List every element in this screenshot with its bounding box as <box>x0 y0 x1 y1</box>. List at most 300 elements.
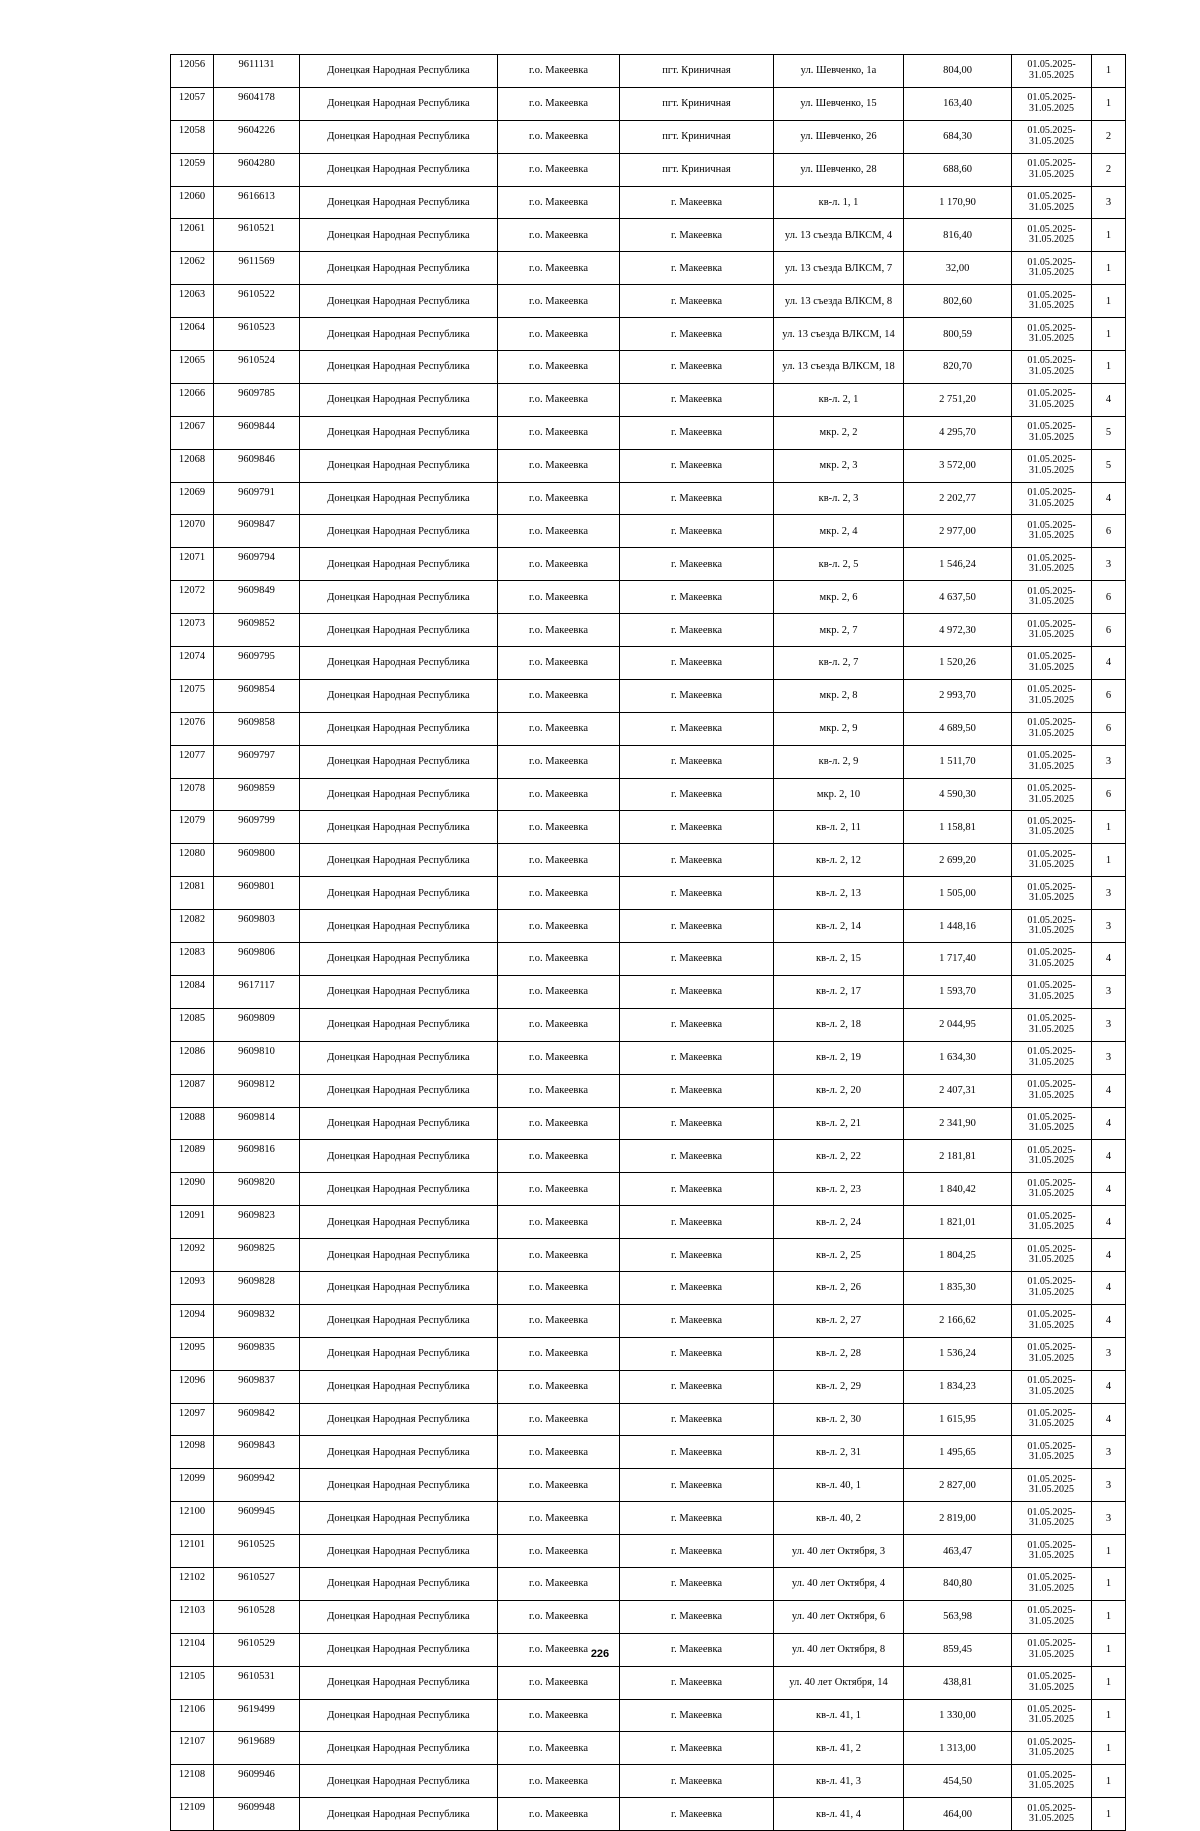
period-cell: 01.05.2025-31.05.2025 <box>1012 120 1092 153</box>
region-cell: Донецкая Народная Республика <box>300 482 498 515</box>
object-code-cell: 9609823 <box>214 1206 300 1239</box>
page-number: 226 <box>590 1648 610 1660</box>
locality-cell: г. Макеевка <box>620 1107 774 1140</box>
table-row <box>171 1140 1126 1173</box>
count-cell: 6 <box>1092 679 1126 712</box>
area-cell: 1 495,65 <box>904 1436 1012 1469</box>
table-row <box>171 1008 1126 1041</box>
object-code-cell: 9604178 <box>214 87 300 120</box>
address-cell: мкр. 2, 8 <box>774 679 904 712</box>
address-cell: кв-л. 41, 3 <box>774 1765 904 1798</box>
area-cell: 859,45 <box>904 1633 1012 1666</box>
count-cell: 4 <box>1092 482 1126 515</box>
region-cell: Донецкая Народная Республика <box>300 1140 498 1173</box>
row-number-cell: 12068 <box>171 449 214 482</box>
region-cell: Донецкая Народная Республика <box>300 186 498 219</box>
district-cell: г.о. Макеевка <box>498 1173 620 1206</box>
locality-cell: г. Макеевка <box>620 943 774 976</box>
district-cell: г.о. Макеевка <box>498 745 620 778</box>
locality-cell: пгт. Криничная <box>620 153 774 186</box>
locality-cell: г. Макеевка <box>620 1765 774 1798</box>
count-cell: 3 <box>1092 1469 1126 1502</box>
region-cell: Донецкая Народная Республика <box>300 877 498 910</box>
district-cell: г.о. Макеевка <box>498 449 620 482</box>
object-code-cell: 9609825 <box>214 1239 300 1272</box>
period-cell: 01.05.2025-31.05.2025 <box>1012 1765 1092 1798</box>
locality-cell: г. Макеевка <box>620 1370 774 1403</box>
district-cell: г.о. Макеевка <box>498 1535 620 1568</box>
locality-cell: г. Макеевка <box>620 1600 774 1633</box>
object-code-cell: 9609828 <box>214 1271 300 1304</box>
table-row <box>171 778 1126 811</box>
count-cell: 4 <box>1092 1403 1126 1436</box>
period-cell: 01.05.2025-31.05.2025 <box>1012 1107 1092 1140</box>
object-code-cell: 9611569 <box>214 252 300 285</box>
address-cell: кв-л. 2, 14 <box>774 910 904 943</box>
district-cell: г.о. Макеевка <box>498 943 620 976</box>
row-number-cell: 12081 <box>171 877 214 910</box>
district-cell: г.о. Макеевка <box>498 515 620 548</box>
count-cell: 4 <box>1092 383 1126 416</box>
address-cell: кв-л. 1, 1 <box>774 186 904 219</box>
count-cell: 4 <box>1092 1107 1126 1140</box>
district-cell: г.о. Макеевка <box>498 87 620 120</box>
object-code-cell: 9609849 <box>214 581 300 614</box>
period-cell: 01.05.2025-31.05.2025 <box>1012 1041 1092 1074</box>
address-cell: кв-л. 2, 22 <box>774 1140 904 1173</box>
table-row <box>171 351 1126 384</box>
region-cell: Донецкая Народная Республика <box>300 318 498 351</box>
row-number-cell: 12059 <box>171 153 214 186</box>
locality-cell: г. Макеевка <box>620 1633 774 1666</box>
region-cell: Донецкая Народная Республика <box>300 1370 498 1403</box>
locality-cell: г. Макеевка <box>620 975 774 1008</box>
count-cell: 4 <box>1092 647 1126 680</box>
region-cell: Донецкая Народная Республика <box>300 1732 498 1765</box>
district-cell: г.о. Макеевка <box>498 778 620 811</box>
area-cell: 684,30 <box>904 120 1012 153</box>
region-cell: Донецкая Народная Республика <box>300 1041 498 1074</box>
area-cell: 1 170,90 <box>904 186 1012 219</box>
area-cell: 2 699,20 <box>904 844 1012 877</box>
row-number-cell: 12109 <box>171 1798 214 1831</box>
locality-cell: г. Макеевка <box>620 318 774 351</box>
period-cell: 01.05.2025-31.05.2025 <box>1012 1074 1092 1107</box>
region-cell: Донецкая Народная Республика <box>300 1765 498 1798</box>
area-cell: 804,00 <box>904 55 1012 88</box>
table-row <box>171 1271 1126 1304</box>
count-cell: 4 <box>1092 943 1126 976</box>
count-cell: 6 <box>1092 778 1126 811</box>
area-cell: 1 835,30 <box>904 1271 1012 1304</box>
area-cell: 2 341,90 <box>904 1107 1012 1140</box>
table-row <box>171 318 1126 351</box>
address-cell: кв-л. 2, 26 <box>774 1271 904 1304</box>
period-cell: 01.05.2025-31.05.2025 <box>1012 811 1092 844</box>
row-number-cell: 12063 <box>171 285 214 318</box>
row-number-cell: 12099 <box>171 1469 214 1502</box>
object-code-cell: 9610529 <box>214 1633 300 1666</box>
count-cell: 4 <box>1092 1304 1126 1337</box>
count-cell: 1 <box>1092 285 1126 318</box>
locality-cell: г. Макеевка <box>620 1798 774 1831</box>
object-code-cell: 9604280 <box>214 153 300 186</box>
district-cell: г.о. Макеевка <box>498 1633 620 1666</box>
address-cell: ул. 40 лет Октября, 4 <box>774 1567 904 1600</box>
row-number-cell: 12094 <box>171 1304 214 1337</box>
period-cell: 01.05.2025-31.05.2025 <box>1012 712 1092 745</box>
row-number-cell: 12087 <box>171 1074 214 1107</box>
count-cell: 3 <box>1092 548 1126 581</box>
address-cell: ул. Шевченко, 1а <box>774 55 904 88</box>
area-cell: 1 505,00 <box>904 877 1012 910</box>
district-cell: г.о. Макеевка <box>498 712 620 745</box>
object-code-cell: 9609801 <box>214 877 300 910</box>
region-cell: Донецкая Народная Республика <box>300 1173 498 1206</box>
address-cell: мкр. 2, 7 <box>774 614 904 647</box>
address-cell: кв-л. 2, 1 <box>774 383 904 416</box>
table-row <box>171 1403 1126 1436</box>
district-cell: г.о. Макеевка <box>498 383 620 416</box>
period-cell: 01.05.2025-31.05.2025 <box>1012 1732 1092 1765</box>
period-cell: 01.05.2025-31.05.2025 <box>1012 482 1092 515</box>
object-code-cell: 9609791 <box>214 482 300 515</box>
table-row <box>171 1699 1126 1732</box>
region-cell: Донецкая Народная Республика <box>300 383 498 416</box>
count-cell: 6 <box>1092 515 1126 548</box>
region-cell: Донецкая Народная Республика <box>300 647 498 680</box>
count-cell: 1 <box>1092 351 1126 384</box>
address-cell: кв-л. 2, 18 <box>774 1008 904 1041</box>
row-number-cell: 12061 <box>171 219 214 252</box>
locality-cell: г. Макеевка <box>620 1337 774 1370</box>
region-cell: Донецкая Народная Республика <box>300 515 498 548</box>
district-cell: г.о. Макеевка <box>498 1666 620 1699</box>
object-code-cell: 9609837 <box>214 1370 300 1403</box>
period-cell: 01.05.2025-31.05.2025 <box>1012 1469 1092 1502</box>
row-number-cell: 12078 <box>171 778 214 811</box>
row-number-cell: 12062 <box>171 252 214 285</box>
period-cell: 01.05.2025-31.05.2025 <box>1012 844 1092 877</box>
region-cell: Донецкая Народная Республика <box>300 351 498 384</box>
region-cell: Донецкая Народная Республика <box>300 1107 498 1140</box>
locality-cell: г. Макеевка <box>620 1140 774 1173</box>
period-cell: 01.05.2025-31.05.2025 <box>1012 1600 1092 1633</box>
row-number-cell: 12077 <box>171 745 214 778</box>
table-row <box>171 1337 1126 1370</box>
period-cell: 01.05.2025-31.05.2025 <box>1012 252 1092 285</box>
region-cell: Донецкая Народная Республика <box>300 910 498 943</box>
object-code-cell: 9611131 <box>214 55 300 88</box>
row-number-cell: 12064 <box>171 318 214 351</box>
count-cell: 1 <box>1092 219 1126 252</box>
period-cell: 01.05.2025-31.05.2025 <box>1012 679 1092 712</box>
locality-cell: г. Макеевка <box>620 416 774 449</box>
count-cell: 1 <box>1092 1666 1126 1699</box>
locality-cell: г. Макеевка <box>620 1074 774 1107</box>
district-cell: г.о. Макеевка <box>498 1403 620 1436</box>
locality-cell: г. Макеевка <box>620 1403 774 1436</box>
object-code-cell: 9609858 <box>214 712 300 745</box>
area-cell: 1 546,24 <box>904 548 1012 581</box>
row-number-cell: 12098 <box>171 1436 214 1469</box>
region-cell: Донецкая Народная Республика <box>300 87 498 120</box>
count-cell: 6 <box>1092 712 1126 745</box>
address-cell: ул. Шевченко, 26 <box>774 120 904 153</box>
count-cell: 1 <box>1092 1732 1126 1765</box>
row-number-cell: 12085 <box>171 1008 214 1041</box>
locality-cell: г. Макеевка <box>620 877 774 910</box>
address-cell: кв-л. 2, 24 <box>774 1206 904 1239</box>
area-cell: 464,00 <box>904 1798 1012 1831</box>
table-row <box>171 1239 1126 1272</box>
address-cell: ул. 13 съезда ВЛКСМ, 18 <box>774 351 904 384</box>
period-cell: 01.05.2025-31.05.2025 <box>1012 1699 1092 1732</box>
object-code-cell: 9610523 <box>214 318 300 351</box>
area-cell: 1 615,95 <box>904 1403 1012 1436</box>
address-cell: кв-л. 2, 9 <box>774 745 904 778</box>
object-code-cell: 9609844 <box>214 416 300 449</box>
table-row <box>171 1666 1126 1699</box>
area-cell: 3 572,00 <box>904 449 1012 482</box>
district-cell: г.о. Макеевка <box>498 679 620 712</box>
area-cell: 4 689,50 <box>904 712 1012 745</box>
area-cell: 800,59 <box>904 318 1012 351</box>
row-number-cell: 12097 <box>171 1403 214 1436</box>
object-code-cell: 9610531 <box>214 1666 300 1699</box>
locality-cell: г. Макеевка <box>620 1699 774 1732</box>
region-cell: Донецкая Народная Республика <box>300 778 498 811</box>
count-cell: 1 <box>1092 844 1126 877</box>
period-cell: 01.05.2025-31.05.2025 <box>1012 1239 1092 1272</box>
address-cell: кв-л. 2, 5 <box>774 548 904 581</box>
object-code-cell: 9609946 <box>214 1765 300 1798</box>
district-cell: г.о. Макеевка <box>498 1765 620 1798</box>
object-code-cell: 9610525 <box>214 1535 300 1568</box>
area-cell: 840,80 <box>904 1567 1012 1600</box>
table-row <box>171 186 1126 219</box>
count-cell: 4 <box>1092 1074 1126 1107</box>
district-cell: г.о. Макеевка <box>498 120 620 153</box>
address-cell: кв-л. 2, 31 <box>774 1436 904 1469</box>
table-row <box>171 679 1126 712</box>
table-row <box>171 1502 1126 1535</box>
locality-cell: г. Макеевка <box>620 712 774 745</box>
locality-cell: г. Макеевка <box>620 351 774 384</box>
registry-table-body <box>171 55 1126 1831</box>
row-number-cell: 12066 <box>171 383 214 416</box>
object-code-cell: 9616613 <box>214 186 300 219</box>
object-code-cell: 9610527 <box>214 1567 300 1600</box>
row-number-cell: 12101 <box>171 1535 214 1568</box>
area-cell: 1 511,70 <box>904 745 1012 778</box>
period-cell: 01.05.2025-31.05.2025 <box>1012 778 1092 811</box>
area-cell: 2 977,00 <box>904 515 1012 548</box>
row-number-cell: 12089 <box>171 1140 214 1173</box>
count-cell: 4 <box>1092 1370 1126 1403</box>
period-cell: 01.05.2025-31.05.2025 <box>1012 877 1092 910</box>
address-cell: кв-л. 2, 29 <box>774 1370 904 1403</box>
table-row <box>171 1107 1126 1140</box>
table-row <box>171 1304 1126 1337</box>
region-cell: Донецкая Народная Республика <box>300 1469 498 1502</box>
table-row <box>171 548 1126 581</box>
locality-cell: г. Макеевка <box>620 581 774 614</box>
count-cell: 3 <box>1092 1041 1126 1074</box>
district-cell: г.о. Макеевка <box>498 1304 620 1337</box>
period-cell: 01.05.2025-31.05.2025 <box>1012 1337 1092 1370</box>
region-cell: Донецкая Народная Республика <box>300 1535 498 1568</box>
table-row <box>171 1041 1126 1074</box>
area-cell: 4 590,30 <box>904 778 1012 811</box>
district-cell: г.о. Макеевка <box>498 581 620 614</box>
period-cell: 01.05.2025-31.05.2025 <box>1012 1567 1092 1600</box>
period-cell: 01.05.2025-31.05.2025 <box>1012 1633 1092 1666</box>
locality-cell: г. Макеевка <box>620 1436 774 1469</box>
table-row <box>171 647 1126 680</box>
address-cell: кв-л. 2, 27 <box>774 1304 904 1337</box>
region-cell: Донецкая Народная Республика <box>300 252 498 285</box>
area-cell: 4 295,70 <box>904 416 1012 449</box>
district-cell: г.о. Макеевка <box>498 614 620 647</box>
address-cell: ул. Шевченко, 28 <box>774 153 904 186</box>
table-row <box>171 910 1126 943</box>
table-row <box>171 252 1126 285</box>
region-cell: Донецкая Народная Республика <box>300 120 498 153</box>
district-cell: г.о. Макеевка <box>498 55 620 88</box>
object-code-cell: 9609854 <box>214 679 300 712</box>
address-cell: ул. 13 съезда ВЛКСМ, 14 <box>774 318 904 351</box>
district-cell: г.о. Макеевка <box>498 318 620 351</box>
row-number-cell: 12076 <box>171 712 214 745</box>
region-cell: Донецкая Народная Республика <box>300 975 498 1008</box>
address-cell: кв-л. 2, 19 <box>774 1041 904 1074</box>
area-cell: 1 313,00 <box>904 1732 1012 1765</box>
object-code-cell: 9604226 <box>214 120 300 153</box>
district-cell: г.о. Макеевка <box>498 877 620 910</box>
row-number-cell: 12071 <box>171 548 214 581</box>
table-row <box>171 1173 1126 1206</box>
region-cell: Донецкая Народная Республика <box>300 548 498 581</box>
region-cell: Донецкая Народная Республика <box>300 1403 498 1436</box>
count-cell: 1 <box>1092 318 1126 351</box>
district-cell: г.о. Макеевка <box>498 1337 620 1370</box>
locality-cell: г. Макеевка <box>620 449 774 482</box>
region-cell: Донецкая Народная Республика <box>300 285 498 318</box>
locality-cell: г. Макеевка <box>620 1469 774 1502</box>
table-row <box>171 482 1126 515</box>
district-cell: г.о. Макеевка <box>498 548 620 581</box>
district-cell: г.о. Макеевка <box>498 153 620 186</box>
area-cell: 1 717,40 <box>904 943 1012 976</box>
table-row <box>171 1765 1126 1798</box>
area-cell: 1 593,70 <box>904 975 1012 1008</box>
period-cell: 01.05.2025-31.05.2025 <box>1012 87 1092 120</box>
address-cell: ул. Шевченко, 15 <box>774 87 904 120</box>
area-cell: 163,40 <box>904 87 1012 120</box>
district-cell: г.о. Макеевка <box>498 975 620 1008</box>
locality-cell: г. Макеевка <box>620 548 774 581</box>
area-cell: 1 634,30 <box>904 1041 1012 1074</box>
period-cell: 01.05.2025-31.05.2025 <box>1012 1666 1092 1699</box>
period-cell: 01.05.2025-31.05.2025 <box>1012 975 1092 1008</box>
locality-cell: г. Макеевка <box>620 1567 774 1600</box>
table-row <box>171 877 1126 910</box>
table-row <box>171 219 1126 252</box>
district-cell: г.о. Макеевка <box>498 252 620 285</box>
row-number-cell: 12080 <box>171 844 214 877</box>
district-cell: г.о. Макеевка <box>498 1008 620 1041</box>
period-cell: 01.05.2025-31.05.2025 <box>1012 1370 1092 1403</box>
period-cell: 01.05.2025-31.05.2025 <box>1012 1173 1092 1206</box>
table-row <box>171 1074 1126 1107</box>
row-number-cell: 12091 <box>171 1206 214 1239</box>
row-number-cell: 12073 <box>171 614 214 647</box>
row-number-cell: 12069 <box>171 482 214 515</box>
row-number-cell: 12102 <box>171 1567 214 1600</box>
row-number-cell: 12074 <box>171 647 214 680</box>
area-cell: 2 407,31 <box>904 1074 1012 1107</box>
district-cell: г.о. Макеевка <box>498 1074 620 1107</box>
period-cell: 01.05.2025-31.05.2025 <box>1012 1436 1092 1469</box>
period-cell: 01.05.2025-31.05.2025 <box>1012 910 1092 943</box>
locality-cell: пгт. Криничная <box>620 87 774 120</box>
locality-cell: г. Макеевка <box>620 1666 774 1699</box>
locality-cell: г. Макеевка <box>620 910 774 943</box>
object-code-cell: 9609945 <box>214 1502 300 1535</box>
address-cell: мкр. 2, 4 <box>774 515 904 548</box>
area-cell: 2 827,00 <box>904 1469 1012 1502</box>
period-cell: 01.05.2025-31.05.2025 <box>1012 219 1092 252</box>
count-cell: 6 <box>1092 614 1126 647</box>
area-cell: 2 751,20 <box>904 383 1012 416</box>
object-code-cell: 9610522 <box>214 285 300 318</box>
locality-cell: г. Макеевка <box>620 1535 774 1568</box>
locality-cell: г. Макеевка <box>620 679 774 712</box>
object-code-cell: 9609835 <box>214 1337 300 1370</box>
count-cell: 3 <box>1092 1502 1126 1535</box>
region-cell: Донецкая Народная Республика <box>300 55 498 88</box>
address-cell: мкр. 2, 6 <box>774 581 904 614</box>
table-row <box>171 1370 1126 1403</box>
table-row <box>171 1206 1126 1239</box>
table-row <box>171 449 1126 482</box>
locality-cell: г. Макеевка <box>620 1502 774 1535</box>
object-code-cell: 9610528 <box>214 1600 300 1633</box>
region-cell: Донецкая Народная Республика <box>300 811 498 844</box>
region-cell: Донецкая Народная Республика <box>300 1666 498 1699</box>
district-cell: г.о. Макеевка <box>498 844 620 877</box>
object-code-cell: 9609806 <box>214 943 300 976</box>
count-cell: 4 <box>1092 1140 1126 1173</box>
address-cell: кв-л. 2, 15 <box>774 943 904 976</box>
address-cell: кв-л. 2, 20 <box>774 1074 904 1107</box>
row-number-cell: 12086 <box>171 1041 214 1074</box>
address-cell: кв-л. 2, 3 <box>774 482 904 515</box>
period-cell: 01.05.2025-31.05.2025 <box>1012 416 1092 449</box>
table-row <box>171 975 1126 1008</box>
row-number-cell: 12083 <box>171 943 214 976</box>
count-cell: 1 <box>1092 1600 1126 1633</box>
region-cell: Донецкая Народная Республика <box>300 1600 498 1633</box>
count-cell: 4 <box>1092 1206 1126 1239</box>
region-cell: Донецкая Народная Республика <box>300 745 498 778</box>
period-cell: 01.05.2025-31.05.2025 <box>1012 1304 1092 1337</box>
region-cell: Донецкая Народная Республика <box>300 1206 498 1239</box>
area-cell: 1 448,16 <box>904 910 1012 943</box>
count-cell: 3 <box>1092 745 1126 778</box>
address-cell: кв-л. 41, 4 <box>774 1798 904 1831</box>
